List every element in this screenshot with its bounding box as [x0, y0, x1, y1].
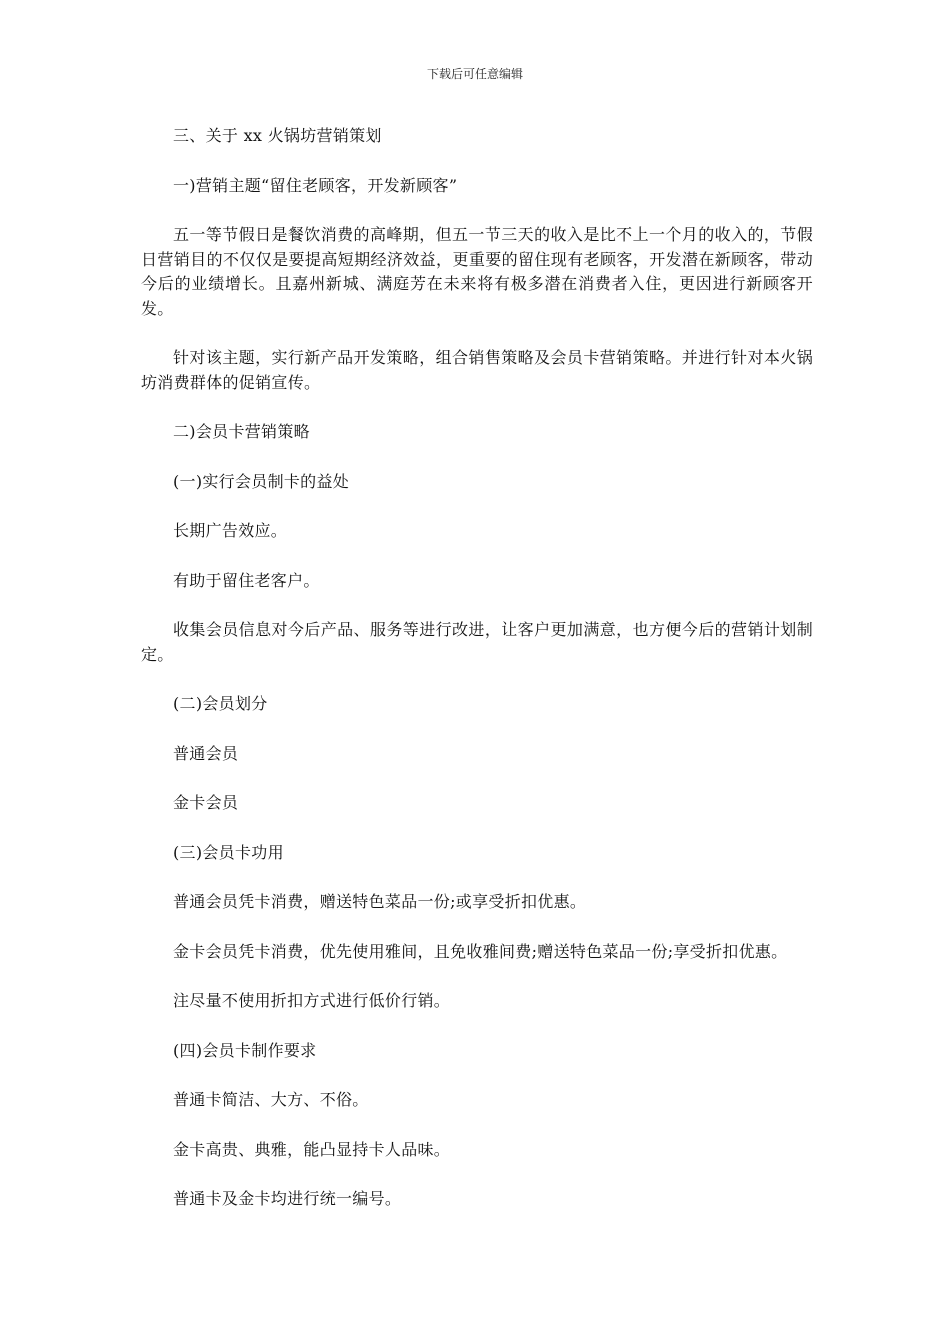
subheading-marketing-theme: 一)营销主题“留住老顾客，开发新顾客” — [173, 175, 458, 195]
subheading-member-tiers: (二)会员划分 — [173, 694, 268, 713]
subheading-benefits: (一)实行会员制卡的益处 — [173, 471, 350, 491]
list-item-requirement-regular: 普通卡简洁、大方、不俗。 — [173, 1090, 369, 1109]
list-item-tier-gold: 金卡会员 — [173, 793, 239, 812]
list-item-benefit-1: 长期广告效应。 — [173, 521, 288, 540]
list-item-requirement-numbering: 普通卡及金卡均进行统一编号。 — [173, 1189, 402, 1208]
document-body — [141, 124, 813, 1237]
paragraph-strategy: 针对该主题，实行新产品开发策略，组合销售策略及会员卡营销策略。并进行针对本火锅坊消费群体的促销宣传。 — [141, 348, 813, 392]
list-item-tier-regular: 普通会员 — [173, 743, 239, 763]
list-item-requirement-gold: 金卡高贵、典雅，能凸显持卡人品味。 — [173, 1139, 451, 1159]
paragraph-holiday-marketing: 五一等节假日是餐饮消费的高峰期，但五一节三天的收入是比不上一个月的收入的，节假日营销目的不仅仅是要提高短期经济效益，更重要的留住现有老顾客，开发潜在新顾客，带动今后的业绩增长。且嘉州新城、满庭芳在未来将有极多潜在消费者入住，更因进行新顾客开发。 — [141, 225, 813, 318]
subheading-card-requirements: (四)会员卡制作要求 — [173, 1040, 317, 1060]
list-item-benefit-2: 有助于留住老客户。 — [173, 570, 320, 590]
list-item-benefit-3: 收集会员信息对今后产品、服务等进行改进，让客户更加满意，也方便今后的营销计划制定。 — [141, 620, 813, 664]
page-header: 下载后可任意编辑 — [426, 67, 523, 81]
list-item-function-gold: 金卡会员凭卡消费，优先使用雅间，且免收雅间费;赠送特色菜品一份;享受折扣优惠。 — [173, 941, 788, 961]
subheading-membership-strategy: 二)会员卡营销策略 — [173, 422, 310, 441]
section-heading-marketing-plan: 三、关于 xx 火锅坊营销策划 — [173, 126, 382, 145]
note-discount: 注尽量不使用折扣方式进行低价行销。 — [173, 991, 451, 1010]
subheading-card-functions: (三)会员卡功用 — [173, 842, 284, 862]
list-item-function-regular: 普通会员凭卡消费，赠送特色菜品一份;或享受折扣优惠。 — [173, 892, 587, 911]
